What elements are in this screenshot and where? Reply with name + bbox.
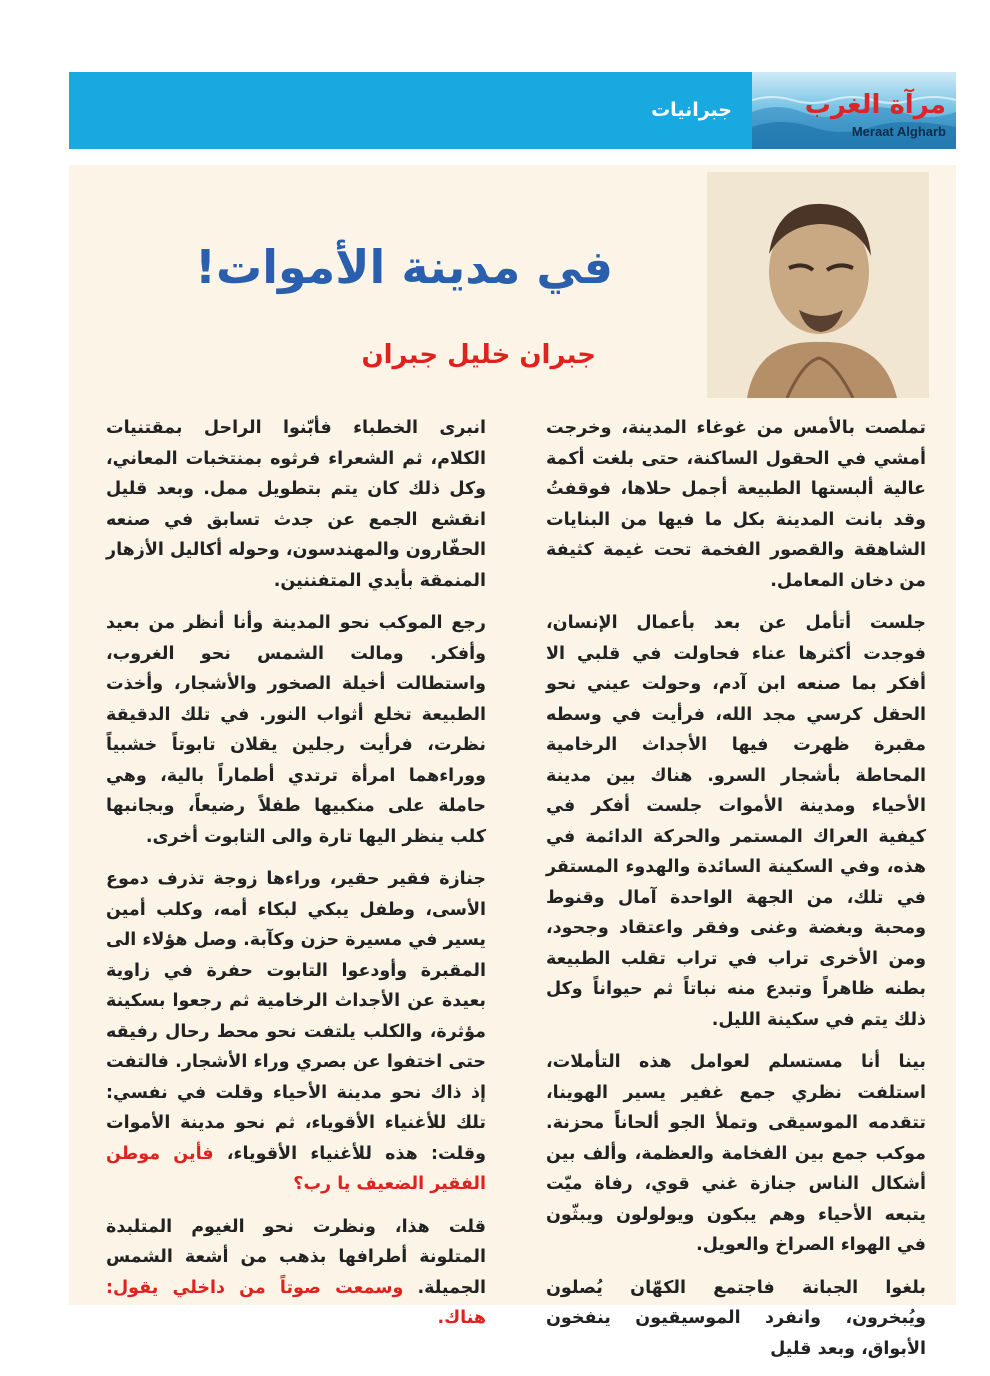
article-column-right: [546, 413, 926, 1376]
article-column-left: [106, 413, 486, 1346]
logo-arabic-text: مرآة الغرب: [804, 90, 946, 120]
paragraph: [106, 1212, 486, 1334]
paragraph: انبرى الخطباء فأبّنوا الراحل بمقتنيات الكلام، ثم الشعراء فرثوه بمنتخبات المعاني، وكل ذلك كان يتم بتطويل ممل. وبعد قليل انقشع الجمع عن جدث تسابق في صنعه الحفّارون والمهندسون، وحوله أكاليل الأزهار المنمقة بأيدي المتفننين.: [106, 418, 486, 591]
paragraph: [106, 864, 486, 1200]
paragraph: جلست أتأمل عن بعد بأعمال الإنسان، فوجدت أكثرها عناء فحاولت في قلبي الا أفكر بما صنعه ابن آدم، وحولت عيني نحو الحقل كرسي مجد الله، فرأيت في وسطه مقبرة ظهرت فيها الأجداث الرخامية المحاطة بأشجار السرو. هناك بين مدينة الأحياء ومدينة الأموات جلست أفكر في كيفية العراك المستمر والحركة الدائمة في هذه، وفي السكينة السائدة والهدوء المستقر في تلك، من الجهة الواحدة آمال وقنوط ومحبة وبغضة وغنى وفقر واعتقاد وجحود، ومن الأخرى تراب في تراب تقلب الطبيعة بطنه ظاهراً وتبدع منه نباتاً ثم حيواناً وكل ذلك يتم في سكينة الليل.: [546, 613, 926, 1030]
article-page: [69, 165, 956, 1359]
page-header: [69, 72, 956, 149]
magazine-logo: [752, 72, 956, 149]
highlighted-question: فأين موطن الفقير الضعيف يا رب؟: [106, 1143, 486, 1194]
paragraph: تملصت بالأمس من غوغاء المدينة، وخرجت أمشي في الحقول الساكنة، حتى بلغت أكمة عالية ألبستها الطبيعة أجمل حلاها، فوقفتُ وقد بانت المدينة بكل ما فيها من البنايات الشاهقة والقصور الفخمة تحت غيمة كثيفة من دخان المعامل.: [546, 418, 926, 591]
author-portrait: [707, 172, 929, 398]
paragraph-text: قلت هذا، ونظرت نحو الغيوم المتلبدة المتلونة أطرافها بذهب من أشعة الشمس الجميلة.: [106, 1216, 486, 1298]
article-author: جبران خليل جبران: [361, 340, 596, 370]
section-label: جبرانيات: [651, 99, 732, 121]
section-band: [69, 72, 752, 149]
paragraph: بينا أنا مستسلم لعوامل هذه التأملات، استلفت نظري جمع غفير يسير الهوينا، تتقدمه الموسيقى وتملأ الجو ألحاناً محزنة. موكب جمع بين الفخامة والعظمة، وألف بين أشكال الناس جنازة غني قوي، رفاة ميّت يتبعه الأحياء وهم يبكون ويولولون ويبثّون في الهواء الصراخ والعويل.: [546, 1052, 926, 1255]
paragraph-text: جنازة فقير حقير، وراءها زوجة تذرف دموع الأسى، وطفل يبكي لبكاء أمه، وكلب أمين يسير في مسيرة حزن وكآبة. وصل هؤلاء الى المقبرة وأودعوا التابوت حفرة في زاوية بعيدة عن الأجداث الرخامية ثم رجعوا بسكينة مؤثرة، والكلب يلتفت نحو محط رحال رفيقه حتى اختفوا عن بصري وراء الأشجار. فالتفت إذ ذاك نحو مدينة الأحياء وقلت في نفسي: تلك للأغنياء الأقوياء، ثم نحو مدينة الأموات وقلت: هذه للأغنياء الأقوياء،: [106, 869, 487, 1164]
logo-latin-text: Meraat Algharb: [851, 124, 946, 139]
highlighted-closing: وسمعت صوتاً من داخلي يقول: هناك.: [106, 1277, 486, 1328]
article-title: في مدينة الأموات!: [195, 240, 613, 294]
paragraph: بلغوا الجبانة فاجتمع الكهّان يُصلون ويُبخرون، وانفرد الموسيقيون ينفخون الأبواق، وبعد قليل: [546, 1277, 926, 1359]
paragraph: رجع الموكب نحو المدينة وأنا أنظر من بعيد وأفكر. ومالت الشمس نحو الغروب، واستطالت أخيلة الصخور والأشجار، وأخذت الطبيعة تخلع أثواب النور. في تلك الدقيقة نظرت، فرأيت رجلين يقلان تابوتاً خشبياً ووراءهما امرأة ترتدي أطماراً بالية، وهي حاملة على منكبيها طفلاً رضيعاً، وبجانبها كلب ينظر اليها تارة والى التابوت أخرى.: [106, 613, 486, 847]
